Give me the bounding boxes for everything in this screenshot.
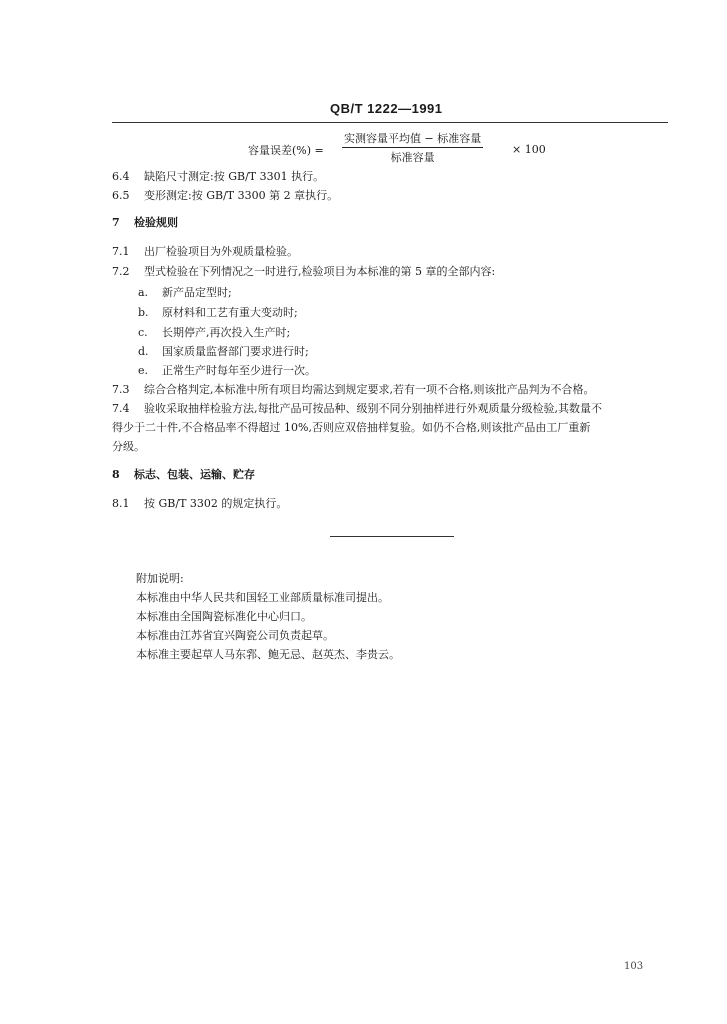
list-item-text: 正常生产时每年至少进行一次。 [162, 364, 316, 377]
clause-number: 6.5 [112, 189, 130, 202]
clause-text: 综合合格判定,本标准中所有项目均需达到规定要求,若有一项不合格,则该批产品判为不合格。 [144, 383, 595, 396]
clause-text: 变形测定:按 GB/T 3300 第 2 章执行。 [144, 189, 339, 202]
formula-lhs: 容量误差(%) = [248, 144, 324, 157]
page-number: 103 [624, 961, 644, 972]
list-item-label: b. [138, 306, 149, 319]
clause-6-4 [112, 168, 324, 184]
list-item-text: 新产品定型时; [162, 286, 232, 299]
clause-7-4-line-3: 分级。 [112, 440, 145, 453]
header-rule [112, 122, 668, 123]
clause-8-1 [112, 495, 287, 511]
list-item [138, 362, 316, 378]
list-item-text: 国家质量监督部门要求进行时; [162, 345, 309, 358]
clause-7-1 [112, 243, 298, 259]
formula-numerator: 实测容量平均值 − 标准容量 [342, 130, 483, 148]
clause-7-2 [112, 263, 495, 279]
section-title: 标志、包装、运输、贮存 [134, 468, 255, 481]
formula-multiplier: × 100 [512, 143, 546, 156]
clause-7-3 [112, 381, 595, 397]
note-line: 本标准主要起草人马东郛、鲍无忌、赵英杰、李贵云。 [136, 648, 400, 661]
clause-text: 型式检验在下列情况之一时进行,检验项目为本标准的第 5 章的全部内容: [144, 265, 496, 278]
clause-text-line-1: 验收采取抽样检验方法,每批产品可按品种、级别不同分别抽样进行外观质量分级检验,其数量不 [144, 402, 602, 415]
standard-code-header: QB/T 1222—1991 [330, 101, 443, 116]
list-item-label: d. [138, 345, 149, 358]
section-7-heading [112, 214, 178, 230]
clause-number: 7.1 [112, 245, 130, 258]
clause-number: 6.4 [112, 170, 130, 183]
clause-number: 7.3 [112, 383, 130, 396]
end-separator [330, 536, 454, 537]
clause-number: 8.1 [112, 497, 130, 510]
section-8-heading [112, 466, 255, 482]
list-item-text: 长期停产,再次投入生产时; [162, 326, 291, 339]
clause-number: 7.4 [112, 402, 130, 415]
section-number: 8 [112, 468, 120, 481]
formula-fraction [342, 130, 483, 165]
clause-number: 7.2 [112, 265, 130, 278]
list-item-label: e. [138, 364, 149, 377]
list-item [138, 343, 309, 359]
clause-6-5 [112, 187, 338, 203]
note-line: 本标准由中华人民共和国轻工业部质量标准司提出。 [136, 591, 389, 604]
clause-7-4-line-2: 得少于二十件,不合格品率不得超过 10%,否则应双倍抽样复验。如仍不合格,则该批产品由工厂重新 [112, 421, 591, 434]
section-title: 检验规则 [134, 216, 178, 229]
list-item-text: 原材料和工艺有重大变动时; [162, 306, 298, 319]
note-line: 本标准由江苏省宜兴陶瓷公司负责起草。 [136, 629, 334, 642]
list-item [138, 284, 232, 300]
notes-heading: 附加说明: [136, 572, 184, 585]
clause-7-4 [112, 400, 602, 416]
section-number: 7 [112, 216, 120, 229]
clause-text: 缺陷尺寸测定:按 GB/T 3301 执行。 [144, 170, 325, 183]
list-item [138, 304, 298, 320]
list-item [138, 324, 290, 340]
clause-text: 按 GB/T 3302 的规定执行。 [144, 497, 288, 510]
clause-text: 出厂检验项目为外观质量检验。 [144, 245, 298, 258]
note-line: 本标准由全国陶瓷标准化中心归口。 [136, 610, 312, 623]
formula-denominator: 标准容量 [390, 151, 435, 164]
list-item-label: c. [138, 326, 148, 339]
list-item-label: a. [138, 286, 149, 299]
